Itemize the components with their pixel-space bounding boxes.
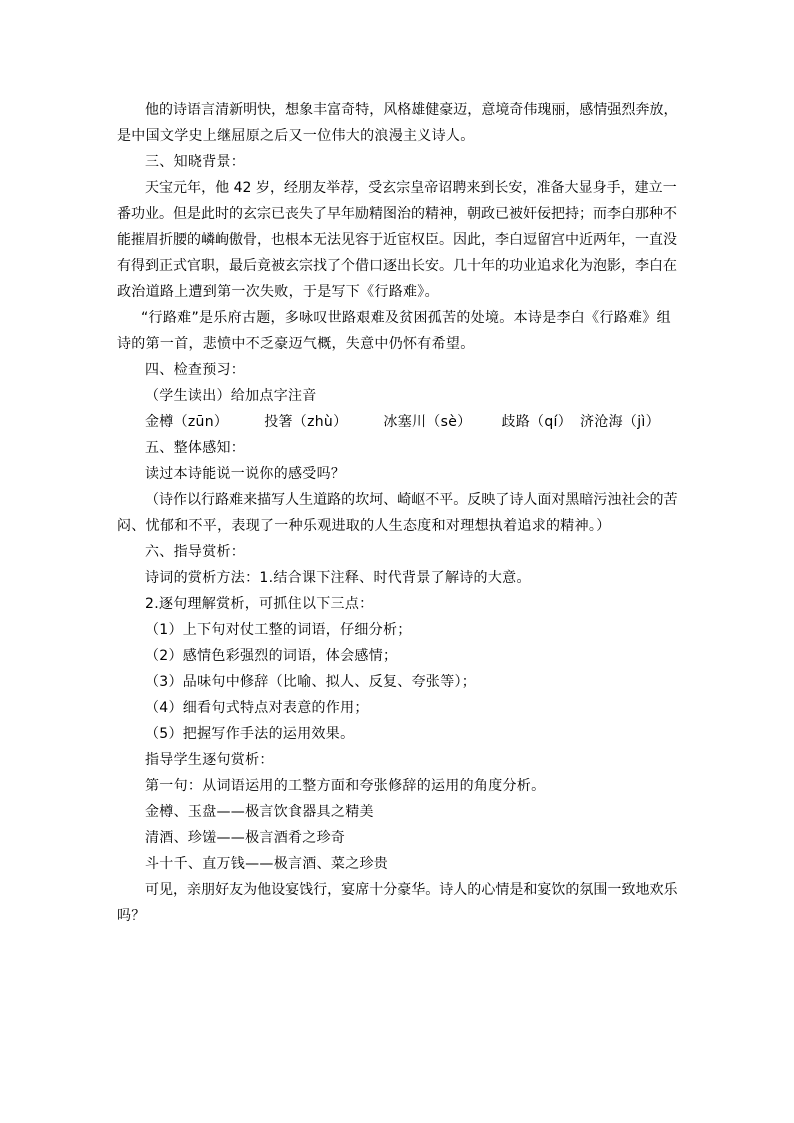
pinyin-item: 金樽（zūn） [145, 414, 229, 430]
section-heading: 五、整体感知： [145, 440, 246, 456]
paragraph-line: 能摧眉折腰的嶙峋傲骨，也根本无法见容于近宦权臣。因此，李白逗留宫中近两年，一直没 [117, 232, 677, 248]
list-item: （1）上下句对仗工整的词语，仔细分析； [145, 622, 412, 638]
list-item: （5）把握写作手法的运用效果。 [145, 726, 355, 742]
section-heading: 四、检查预习： [145, 362, 246, 378]
paragraph-line: 诗词的赏析方法：1.结合课下注释、时代背景了解诗的大意。 [145, 570, 531, 586]
list-item: 斗十千、直万钱——极言酒、菜之珍贵 [145, 856, 389, 872]
section-heading: 六、指导赏析： [145, 544, 246, 560]
document-page [117, 97, 679, 929]
question: 读过本诗能说一说你的感受吗？ [145, 466, 346, 482]
paragraph-line: 指导学生逐句赏析： [145, 752, 274, 768]
pinyin-item: 济沧海（jì） [580, 414, 660, 430]
paragraph-line: 政治道路上遭到第一次失败，于是写下《行路难》。 [117, 284, 439, 300]
list-item: （4）细看句式特点对表意的作用； [145, 700, 369, 716]
paragraph-line: 他的诗语言清新明快，想象丰富奇特，风格雄健豪迈，意境奇伟瑰丽，感情强烈奔放， [145, 102, 678, 118]
paragraph-line: 2.逐句理解赏析，可抓住以下三点： [145, 596, 374, 612]
paragraph-line: 是中国文学史上继屈原之后又一位伟大的浪漫主义诗人。 [117, 128, 475, 144]
paragraph-line: 番功业。但是此时的玄宗已丧失了早年励精图治的精神，朝政已被奸佞把持；而李白那种不 [117, 206, 677, 222]
list-item: （2）感情色彩强烈的词语，体会感情； [145, 648, 398, 664]
paragraph-line: （诗作以行路难来描写人生道路的坎坷、崎岖不平。反映了诗人面对黑暗污浊社会的苦 [145, 492, 678, 508]
section-heading: 三、知晓背景： [145, 154, 246, 170]
pinyin-item: 冰塞川（sè） [383, 414, 472, 430]
list-item: 金樽、玉盘——极言饮食器具之精美 [145, 804, 374, 820]
paragraph-line: 第一句：从词语运用的工整方面和夸张修辞的运用的角度分析。 [145, 778, 546, 794]
paragraph-line: 有得到正式官职，最后竟被玄宗找了个借口逐出长安。几十年的功业追求化为泡影，李白在 [117, 258, 677, 274]
paragraph-line: 可见，亲朋好友为他设宴饯行，宴席十分豪华。诗人的心情是和宴饮的氛围一致地欢乐 [145, 882, 678, 898]
pinyin-item: 歧路（qí） [501, 414, 572, 430]
paragraph-line: 吗？ [117, 908, 146, 924]
paragraph-line: 天宝元年，他 42 岁，经朋友举荐，受玄宗皇帝诏聘来到长安，准备大显身手，建立一 [145, 180, 677, 196]
pinyin-item: 投箸（zhù） [264, 414, 348, 430]
paragraph-line: （学生读出）给加点字注音 [145, 388, 317, 404]
list-item: （3）品味句中修辞（比喻、拟人、反复、夸张等）； [145, 674, 477, 690]
list-item: 清酒、珍馐——极言酒肴之珍奇 [145, 830, 346, 846]
paragraph-line: 诗的第一首，悲愤中不乏豪迈气概，失意中仍怀有希望。 [117, 336, 475, 352]
pinyin-row [117, 409, 679, 435]
paragraph-line: “行路难”是乐府古题，多咏叹世路艰难及贫困孤苦的处境。本诗是李白《行路难》组 [141, 310, 671, 326]
paragraph-line: 闷、忧郁和不平，表现了一种乐观进取的人生态度和对理想执着追求的精神。） [117, 518, 611, 534]
